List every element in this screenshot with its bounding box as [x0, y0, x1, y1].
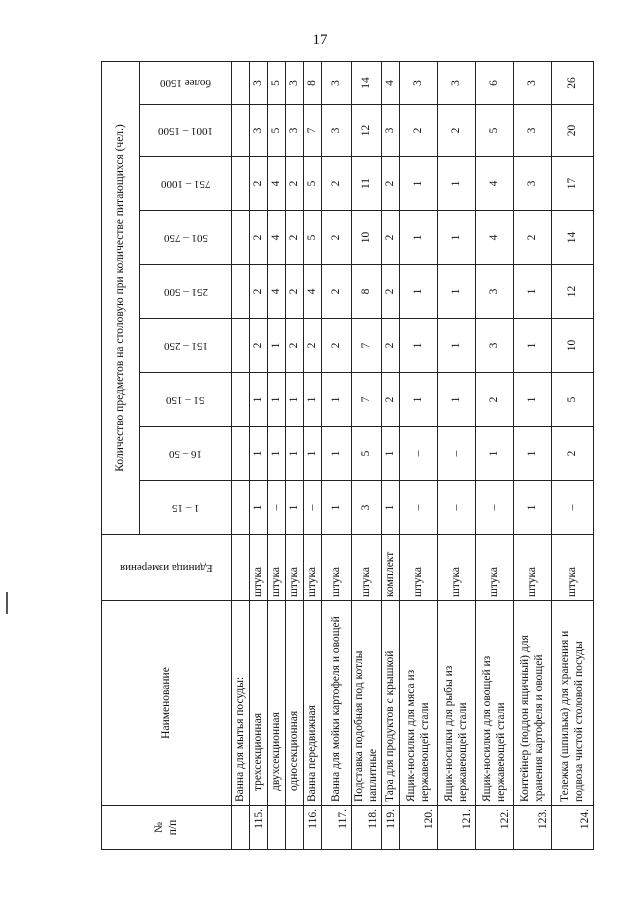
row-unit: [232, 535, 250, 601]
row-value: 8: [352, 265, 382, 319]
row-value: 5: [268, 61, 286, 104]
row-value: [232, 105, 250, 157]
row-value: 1: [304, 427, 322, 481]
row-value: 2: [304, 319, 322, 373]
header-range: [140, 481, 232, 535]
row-name: Тара для продуктов с крышкой: [382, 601, 400, 806]
header-range: [140, 427, 232, 481]
row-index: 118.: [352, 806, 382, 850]
row-value: 2: [438, 105, 476, 157]
row-value: 1: [268, 373, 286, 427]
row-value: 3: [352, 481, 382, 535]
row-name: односекционная: [286, 601, 304, 806]
header-range-label: 501 – 750: [163, 231, 208, 244]
row-value: 4: [476, 157, 514, 211]
row-unit: штука: [476, 535, 514, 601]
row-value: –: [476, 481, 514, 535]
row-value: 1: [400, 265, 438, 319]
header-range-label: 751 – 1000: [160, 177, 211, 190]
row-index: 124.: [552, 806, 594, 850]
header-range: [140, 373, 232, 427]
row-value: –: [400, 427, 438, 481]
row-value: 5: [476, 105, 514, 157]
row-value: 10: [352, 211, 382, 265]
row-value: 1: [268, 319, 286, 373]
header-range-label: 51 – 150: [166, 393, 205, 406]
row-value: 12: [352, 105, 382, 157]
header-range: [140, 211, 232, 265]
row-value: 4: [268, 211, 286, 265]
header-range-label: 1001 – 1500: [158, 124, 213, 137]
row-unit: штука: [286, 535, 304, 601]
table-row: [322, 61, 352, 849]
row-value: 2: [400, 105, 438, 157]
row-value: 1: [268, 427, 286, 481]
table-row: [382, 61, 400, 849]
header-range: [140, 105, 232, 157]
header-range: [140, 157, 232, 211]
row-value: 1: [438, 319, 476, 373]
row-value: 3: [438, 61, 476, 104]
row-value: 2: [322, 319, 352, 373]
row-value: 4: [268, 157, 286, 211]
row-value: 2: [382, 157, 400, 211]
row-value: 2: [382, 319, 400, 373]
row-index: 115.: [250, 806, 268, 850]
row-value: 1: [304, 373, 322, 427]
row-index: 117.: [322, 806, 352, 850]
row-name: Подставка подобная под котлы наплитные: [352, 601, 382, 806]
row-name: Тележка (шпилька) для хранения и подвоза чистой столовой посуды: [552, 601, 594, 806]
row-value: 2: [250, 265, 268, 319]
row-value: 1: [286, 373, 304, 427]
header-range-label: 151 – 250: [163, 339, 208, 352]
row-value: 1: [382, 481, 400, 535]
row-value: 14: [552, 211, 594, 265]
row-value: 1: [286, 481, 304, 535]
row-value: 2: [286, 319, 304, 373]
row-unit: штука: [322, 535, 352, 601]
row-value: 11: [352, 157, 382, 211]
row-index: 120.: [400, 806, 438, 850]
row-value: 2: [382, 211, 400, 265]
row-value: 4: [304, 265, 322, 319]
row-value: 3: [514, 105, 552, 157]
row-value: 5: [552, 373, 594, 427]
row-value: 4: [476, 211, 514, 265]
row-name: двухсекционная: [268, 601, 286, 806]
row-value: 1: [438, 211, 476, 265]
header-range-label: 16 – 50: [169, 447, 202, 460]
page-number: 17: [312, 32, 328, 48]
header-range-label: более 1500: [160, 77, 211, 90]
table-row: [250, 61, 268, 849]
row-value: 7: [304, 105, 322, 157]
row-name: Ванна для мытья посуды:: [232, 601, 250, 806]
row-value: [232, 319, 250, 373]
row-value: 3: [514, 157, 552, 211]
row-index: 122.: [476, 806, 514, 850]
header-name: Наименование: [102, 601, 232, 806]
row-name: Ящик-носилки для овощей из нержавеющей стали: [476, 601, 514, 806]
row-value: 3: [250, 61, 268, 104]
row-name: Ванна для мойки картофеля и овощей: [322, 601, 352, 806]
row-value: 5: [304, 211, 322, 265]
row-value: 12: [552, 265, 594, 319]
row-value: 4: [268, 265, 286, 319]
row-value: 2: [382, 373, 400, 427]
row-value: 1: [322, 481, 352, 535]
row-value: 1: [514, 481, 552, 535]
row-value: –: [552, 481, 594, 535]
row-value: 3: [476, 319, 514, 373]
row-value: 2: [322, 211, 352, 265]
row-value: –: [438, 427, 476, 481]
row-index: 121.: [438, 806, 476, 850]
row-value: 1: [514, 427, 552, 481]
row-value: [232, 61, 250, 104]
row-value: 2: [286, 265, 304, 319]
row-index: [268, 806, 286, 850]
row-value: 17: [552, 157, 594, 211]
row-value: 1: [476, 427, 514, 481]
row-value: 2: [286, 211, 304, 265]
row-value: 3: [514, 61, 552, 104]
row-value: [232, 157, 250, 211]
table-row: [476, 61, 514, 849]
row-value: –: [304, 481, 322, 535]
row-value: –: [438, 481, 476, 535]
row-unit: штука: [250, 535, 268, 601]
row-value: 2: [250, 211, 268, 265]
row-value: 3: [250, 105, 268, 157]
header-range: [140, 319, 232, 373]
row-value: 1: [514, 373, 552, 427]
table-row: [268, 61, 286, 849]
row-unit: штука: [400, 535, 438, 601]
row-value: 1: [400, 211, 438, 265]
row-value: 7: [352, 373, 382, 427]
row-value: 3: [322, 61, 352, 104]
row-unit: штука: [268, 535, 286, 601]
row-value: 1: [400, 373, 438, 427]
row-value: 2: [514, 211, 552, 265]
row-value: 3: [322, 105, 352, 157]
row-value: 2: [476, 373, 514, 427]
table-row: [552, 61, 594, 849]
table-row: [438, 61, 476, 849]
header-num: № п/п: [102, 806, 232, 850]
row-value: 2: [286, 157, 304, 211]
row-value: 14: [352, 61, 382, 104]
header-unit-label: Единица измерения: [120, 561, 213, 574]
row-value: 1: [250, 481, 268, 535]
row-value: 2: [552, 427, 594, 481]
row-index: 123.: [514, 806, 552, 850]
equipment-table: [101, 61, 594, 850]
row-name: Контейнер (поддон ящичный) для хранения картофеля и овощей: [514, 601, 552, 806]
row-value: 1: [400, 319, 438, 373]
row-unit: штука: [514, 535, 552, 601]
header-unit: [102, 535, 232, 601]
row-unit: штука: [438, 535, 476, 601]
row-value: 1: [438, 373, 476, 427]
row-value: 2: [322, 157, 352, 211]
row-value: 1: [382, 427, 400, 481]
row-value: 3: [382, 105, 400, 157]
header-range-label: 1 – 15: [171, 501, 200, 514]
row-index: 116.: [304, 806, 322, 850]
row-value: 2: [322, 265, 352, 319]
margin-mark: [6, 592, 8, 614]
row-value: 5: [304, 157, 322, 211]
header-range-label: 251 – 500: [163, 285, 208, 298]
row-index: [286, 806, 304, 850]
row-value: 3: [400, 61, 438, 104]
row-unit: комплект: [382, 535, 400, 601]
row-value: 10: [552, 319, 594, 373]
row-value: 2: [250, 319, 268, 373]
row-value: 1: [438, 157, 476, 211]
row-value: 1: [322, 427, 352, 481]
row-name: трехсекционная: [250, 601, 268, 806]
row-value: 1: [514, 265, 552, 319]
row-value: 1: [250, 427, 268, 481]
row-value: 5: [352, 427, 382, 481]
row-value: 1: [514, 319, 552, 373]
row-value: 6: [476, 61, 514, 104]
row-value: 1: [322, 373, 352, 427]
header-range: [140, 61, 232, 104]
row-value: 8: [304, 61, 322, 104]
row-value: 1: [400, 157, 438, 211]
row-value: –: [400, 481, 438, 535]
row-name: Ящик-носилки для рыбы из нержавеющей стали: [438, 601, 476, 806]
rotated-table-container: [101, 62, 591, 850]
row-value: [232, 481, 250, 535]
table-row: [232, 61, 250, 849]
row-unit: штука: [352, 535, 382, 601]
table-row: [400, 61, 438, 849]
row-value: [232, 427, 250, 481]
table-row: [514, 61, 552, 849]
row-value: 1: [286, 427, 304, 481]
row-unit: штука: [552, 535, 594, 601]
row-value: 4: [382, 61, 400, 104]
row-value: 1: [250, 373, 268, 427]
row-unit: штука: [304, 535, 322, 601]
row-name: Ящик-носилки для мяса из нержавеющей стали: [400, 601, 438, 806]
header-range: [140, 265, 232, 319]
row-value: 3: [286, 105, 304, 157]
table-body: [232, 61, 594, 849]
table-row: [352, 61, 382, 849]
row-value: 2: [382, 265, 400, 319]
row-value: 20: [552, 105, 594, 157]
row-value: 5: [268, 105, 286, 157]
table-row: [286, 61, 304, 849]
row-value: 3: [286, 61, 304, 104]
row-value: 2: [250, 157, 268, 211]
row-value: 3: [476, 265, 514, 319]
header-qty-group: Количество предметов на столовую при количестве питающихся (чел.): [102, 61, 140, 534]
row-index: 119.: [382, 806, 400, 850]
row-value: 26: [552, 61, 594, 104]
table-row: [304, 61, 322, 849]
row-value: 1: [438, 265, 476, 319]
row-value: [232, 373, 250, 427]
row-index: [232, 806, 250, 850]
row-value: 7: [352, 319, 382, 373]
row-name: Ванна передвижная: [304, 601, 322, 806]
row-value: [232, 211, 250, 265]
row-value: [232, 265, 250, 319]
row-value: –: [268, 481, 286, 535]
